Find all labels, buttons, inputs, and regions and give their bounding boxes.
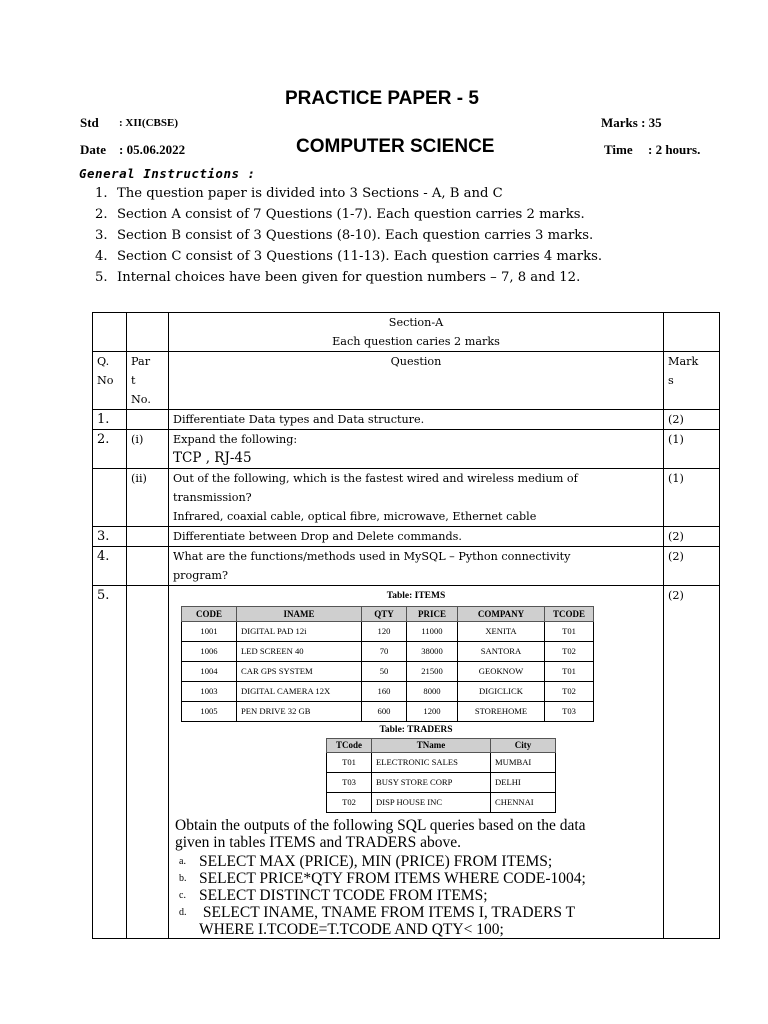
date-value: : 05.06.2022: [119, 142, 186, 157]
traders-table: [326, 738, 556, 813]
std-value: : XII(CBSE): [119, 117, 178, 129]
instruction-item: 2. Section A consist of 7 Questions (1-7). Each question carries 2 marks.: [95, 207, 585, 222]
table-row: [93, 586, 720, 939]
blank-cell: [127, 313, 169, 352]
question-number: 5.: [93, 586, 127, 939]
instructions-heading: General Instructions :: [79, 166, 256, 181]
question-number: 3.: [93, 527, 127, 547]
traders-caption: Table: TRADERS: [379, 725, 453, 735]
blank-cell: [664, 313, 720, 352]
items-caption: Table: ITEMS: [386, 591, 446, 601]
part-header: Par t No.: [127, 352, 169, 410]
date-label: Date: [80, 142, 106, 157]
traders-row: T03 BUSY STORE CORP DELHI: [327, 773, 556, 793]
blank-cell: [127, 586, 169, 939]
blank-cell: [93, 313, 127, 352]
sql-query: c. SELECT DISTINCT TCODE FROM ITEMS;: [179, 887, 488, 904]
sql-query: d. SELECT INAME, TNAME FROM ITEMS I, TRADERS T WHERE I.TCODE=T.TCODE AND QTY< 100;: [179, 904, 576, 938]
time-value: : 2 hours.: [648, 142, 701, 157]
items-table: [181, 606, 594, 722]
question-part: (i): [127, 430, 169, 469]
subject-title: COMPUTER SCIENCE: [296, 136, 495, 157]
items-row: 1005 PEN DRIVE 32 GB 600 1200 STOREHOME T03: [182, 702, 594, 722]
items-row: 1006 LED SCREEN 40 70 38000 SANTORA T02: [182, 642, 594, 662]
question-marks: (1): [664, 469, 720, 527]
traders-row: T02 DISP HOUSE INC CHENNAI: [327, 793, 556, 813]
instruction-item: 1. The question paper is divided into 3 Sections - A, B and C: [95, 186, 503, 201]
question-text: Differentiate between Drop and Delete commands.: [169, 527, 664, 547]
instructions-list: [95, 183, 602, 288]
sql-prompt: Obtain the outputs of the following SQL queries based on the data given in tables ITEMS and TRADERS above.: [175, 817, 586, 851]
question-marks: (2): [664, 527, 720, 547]
items-row: 1003 DIGITAL CAMERA 12X 160 8000 DIGICLICK T02: [182, 682, 594, 702]
sql-query: a. SELECT MAX (PRICE), MIN (PRICE) FROM ITEMS;: [179, 853, 553, 870]
instruction-item: 3. Section B consist of 3 Questions (8-10). Each question carries 3 marks.: [95, 228, 594, 243]
blank-cell: [127, 527, 169, 547]
question-text: Differentiate Data types and Data structure.: [169, 410, 664, 430]
table-row: [93, 430, 720, 469]
section-heading: [169, 313, 664, 352]
blank-cell: [127, 547, 169, 586]
marks-header: Mark s: [664, 352, 720, 410]
sql-query: b. SELECT PRICE*QTY FROM ITEMS WHERE CODE-1004;: [179, 870, 586, 887]
marks-label: Marks : 35: [601, 115, 662, 130]
question-number: 4.: [93, 547, 127, 586]
items-row: 1004 CAR GPS SYSTEM 50 21500 GEOKNOW T01: [182, 662, 594, 682]
question-marks: (2): [664, 586, 720, 939]
instruction-item: 5. Internal choices have been given for question numbers – 7, 8 and 12.: [95, 270, 581, 285]
table-row: [93, 527, 720, 547]
std-label: Std: [80, 115, 99, 130]
time-label: Time: [604, 142, 633, 157]
sql-query-list: [173, 853, 659, 938]
section-header-row: [93, 313, 720, 352]
qno-header: Q. No: [93, 352, 127, 410]
question-part: (ii): [127, 469, 169, 527]
question-number: 2.: [93, 430, 127, 469]
traders-row: T01 ELECTRONIC SALES MUMBAI: [327, 753, 556, 773]
section-title: Section-A: [388, 316, 444, 329]
traders-header-row: TCode TName City: [327, 739, 556, 753]
instruction-item: 4. Section C consist of 3 Questions (11-13). Each question carries 4 marks.: [95, 249, 603, 264]
table-row: [93, 469, 720, 527]
items-row: 1001 DIGITAL PAD 12i 120 11000 XENITA T01: [182, 622, 594, 642]
items-header-row: CODE INAME QTY PRICE COMPANY TCODE: [182, 607, 594, 622]
question-text: What are the functions/methods used in MySQL – Python connectivity program?: [169, 547, 664, 586]
question-marks: (2): [664, 547, 720, 586]
table-row: [93, 547, 720, 586]
question-number: 1.: [93, 410, 127, 430]
table-row: [93, 410, 720, 430]
blank-cell: [93, 469, 127, 527]
question-text: [169, 586, 664, 939]
question-text: Out of the following, which is the fastest wired and wireless medium of transmission? Infrared, coaxial cable, optical fibre, microwave, Ethernet cable: [169, 469, 664, 527]
question-marks: (1): [664, 430, 720, 469]
question-header: Question: [169, 352, 664, 410]
column-header-row: [93, 352, 720, 410]
question-marks: (2): [664, 410, 720, 430]
blank-cell: [127, 410, 169, 430]
section-subtitle: Each question caries 2 marks: [332, 335, 500, 348]
question-text: Expand the following: TCP , RJ-45: [169, 430, 664, 469]
section-a-table: [92, 312, 720, 939]
paper-title: PRACTICE PAPER - 5: [285, 88, 479, 109]
